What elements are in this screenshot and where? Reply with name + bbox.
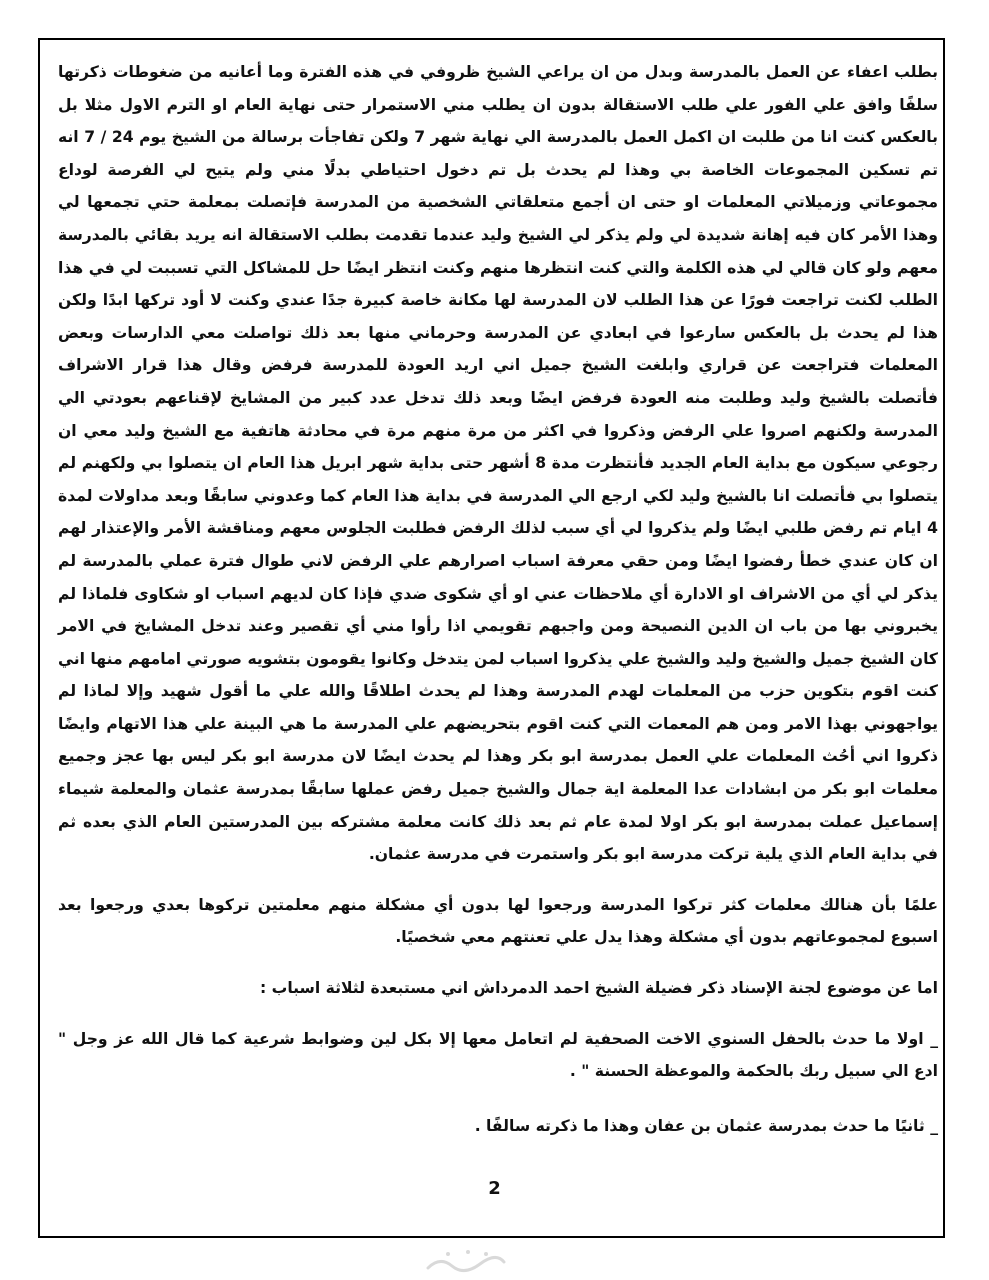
- page-number: 2: [488, 1178, 501, 1199]
- paragraph-main: بطلب اعفاء عن العمل بالمدرسة وبدل من ان يراعي الشيخ ظروفي في هذه الفترة وما أعانيه من ضغوطات ذكرتها سلفًا وافق علي الفور علي طلب الاستقالة بدون ان يطلب مني الاستمرار حتى نهاية العام او الترم الاول مثلا بل بالعكس كنت انا من طلبت ان اكمل العمل بالمدرسة الي نهاية شهر 7 ولكن تفاجأت برسالة من الشيخ يوم 24 / 7 انه تم تسكين المجموعات الخاصة بي وهذا لم يحدث بل تم دخول احتياطي بدلًا مني ولم يتيح لي الفرصة لوداع مجموعاتي وزميلاتي المعلمات او حتى ان أجمع متعلقاتي الشخصية من المدرسة فإتصلت بمعلمة حتي تجمعها لي وهذا الأمر كان فيه إهانة شديدة لي ولم يذكر لي الشيخ وليد عندما تقدمت بطلب الاستقالة انه يريد بقائي بالمدرسة معهم ولو كان قالي لي هذه الكلمة والتي كنت انتظرها منهم وكنت انتظر ايضًا حل للمشاكل التي تسببت لي في هذا الطلب لكنت تراجعت فورًا عن هذا الطلب لان المدرسة لها مكانة خاصة كبيرة جدًا عندي وكنت لا أود تركها ابدًا ولكن هذا لم يحدث بل بالعكس سارعوا في ابعادي عن المدرسة وحرماني منها بعد ذلك تواصلت معي الدارسات وبعض المعلمات فتراجعت عن قراري وابلغت الشيخ جميل اني اريد العودة للمدرسة فرفض وقال هذا قرار الاشراف فأتصلت بالشيخ وليد وطلبت منه العودة فرفض ايضًا وبعد ذلك تدخل عدد كبير من المشايخ لإقناعهم بعودتي الي المدرسة ولكنهم اصروا علي الرفض وذكروا في اكثر من مرة منهم مرة في محادثة هاتفية مع الشيخ وليد معي ان رجوعي سيكون مع بداية العام الجديد فأنتظرت مدة 8 أشهر حتى بداية شهر ابريل هذا العام ان يتصلوا بي ولكهنم لم يتصلوا بي فأتصلت انا بالشيخ وليد لكي ارجع الي المدرسة في بداية هذا العام كما وعدوني سابقًا وبعد مداولات لمدة 4 ايام تم رفض طلبي ايضًا ولم يذكروا لي أي سبب لذلك الرفض فطلبت الجلوس معهم ومناقشة الأمر والإعتذار لهم ان كان عندي خطأ رفضوا ايضًا ومن حقي معرفة اسباب اصرارهم علي الرفض لاني طوال فترة عملي بالمدرسة لم يذكر لي أي من الاشراف او الادارة أي ملاحظات عني او أي شكوى ضدي فإذا كان لديهم اسباب او شكاوى فلماذا لم يخبروني بها من باب ان الدين النصيحة ومن واجبهم تقويمي اذا رأوا مني أي تقصير وعند تدخل المشايخ في الامر كان الشيخ جميل والشيخ وليد والشيخ علي يذكروا اسباب لمن يتدخل وكانوا يقومون بتشويه صورتي امامهم منها اني كنت اقوم بتكوين حزب من المعلمات لهدم المدرسة وهذا لم يحدث اطلاقًا والله علي ما أقول شهيد وإلا لماذا لم يواجهوني بهذا الامر ومن هم المعمات التي كنت اقوم بتحريضهم علي المدرسة ما هي البينة علي هذا الاتهام وايضًا ذكروا اني أحُث المعلمات علي العمل بمدرسة ابو بكر وهذا لم يحدث ايضًا لان مدرسة ابو بكر ليس بها عجز وجميع معلمات ابو بكر من ابشادات عدا المعلمة اية جمال والشيخ جميل رفض عملها سابقًا بمدرسة عثمان والمعلمة شيماء إسماعيل عملت بمدرسة ابو بكر اولا لمدة عام ثم بعد ذلك كانت معلمة مشتركه بين المدرستين العام الذي بعده ثم في بداية العام الذي يلية تركت مدرسة ابو بكر واستمرت في مدرسة عثمان.: [58, 63, 939, 864]
- paragraph-committee: اما عن موضوع لجنة الإسناد ذكر فضيلة الشيخ احمد الدمرداش اني مستبعدة لثلاثة اسباب :: [259, 979, 938, 998]
- paragraph-reason-first: _ اولا ما حدث بالحفل السنوي الاخت الصحفية لم اتعامل معها إلا بكل لين وضوابط شرعية كما قال الله عز وجل " ادع الي سبيل ربك بالحكمة والموعظة الحسنة " .: [58, 1029, 938, 1081]
- paragraph-reason-second: _ ثانيًا ما حدث بمدرسة عثمان بن عفان وهذا ما ذكرته سالفًا .: [474, 1116, 938, 1135]
- watermark-logo-icon: [420, 1238, 510, 1278]
- document-body: [58, 56, 938, 1142]
- paragraph-note: علمًا بأن هنالك معلمات كثر تركوا المدرسة ورجعوا لها بدون أي مشكلة منهم معلمتين تركوها بعدي ورجعوا بعد اسبوع لمجموعاتهم بدون أي مشكلة وهذا يدل علي تعنتهم معي شخصيًا.: [58, 895, 938, 947]
